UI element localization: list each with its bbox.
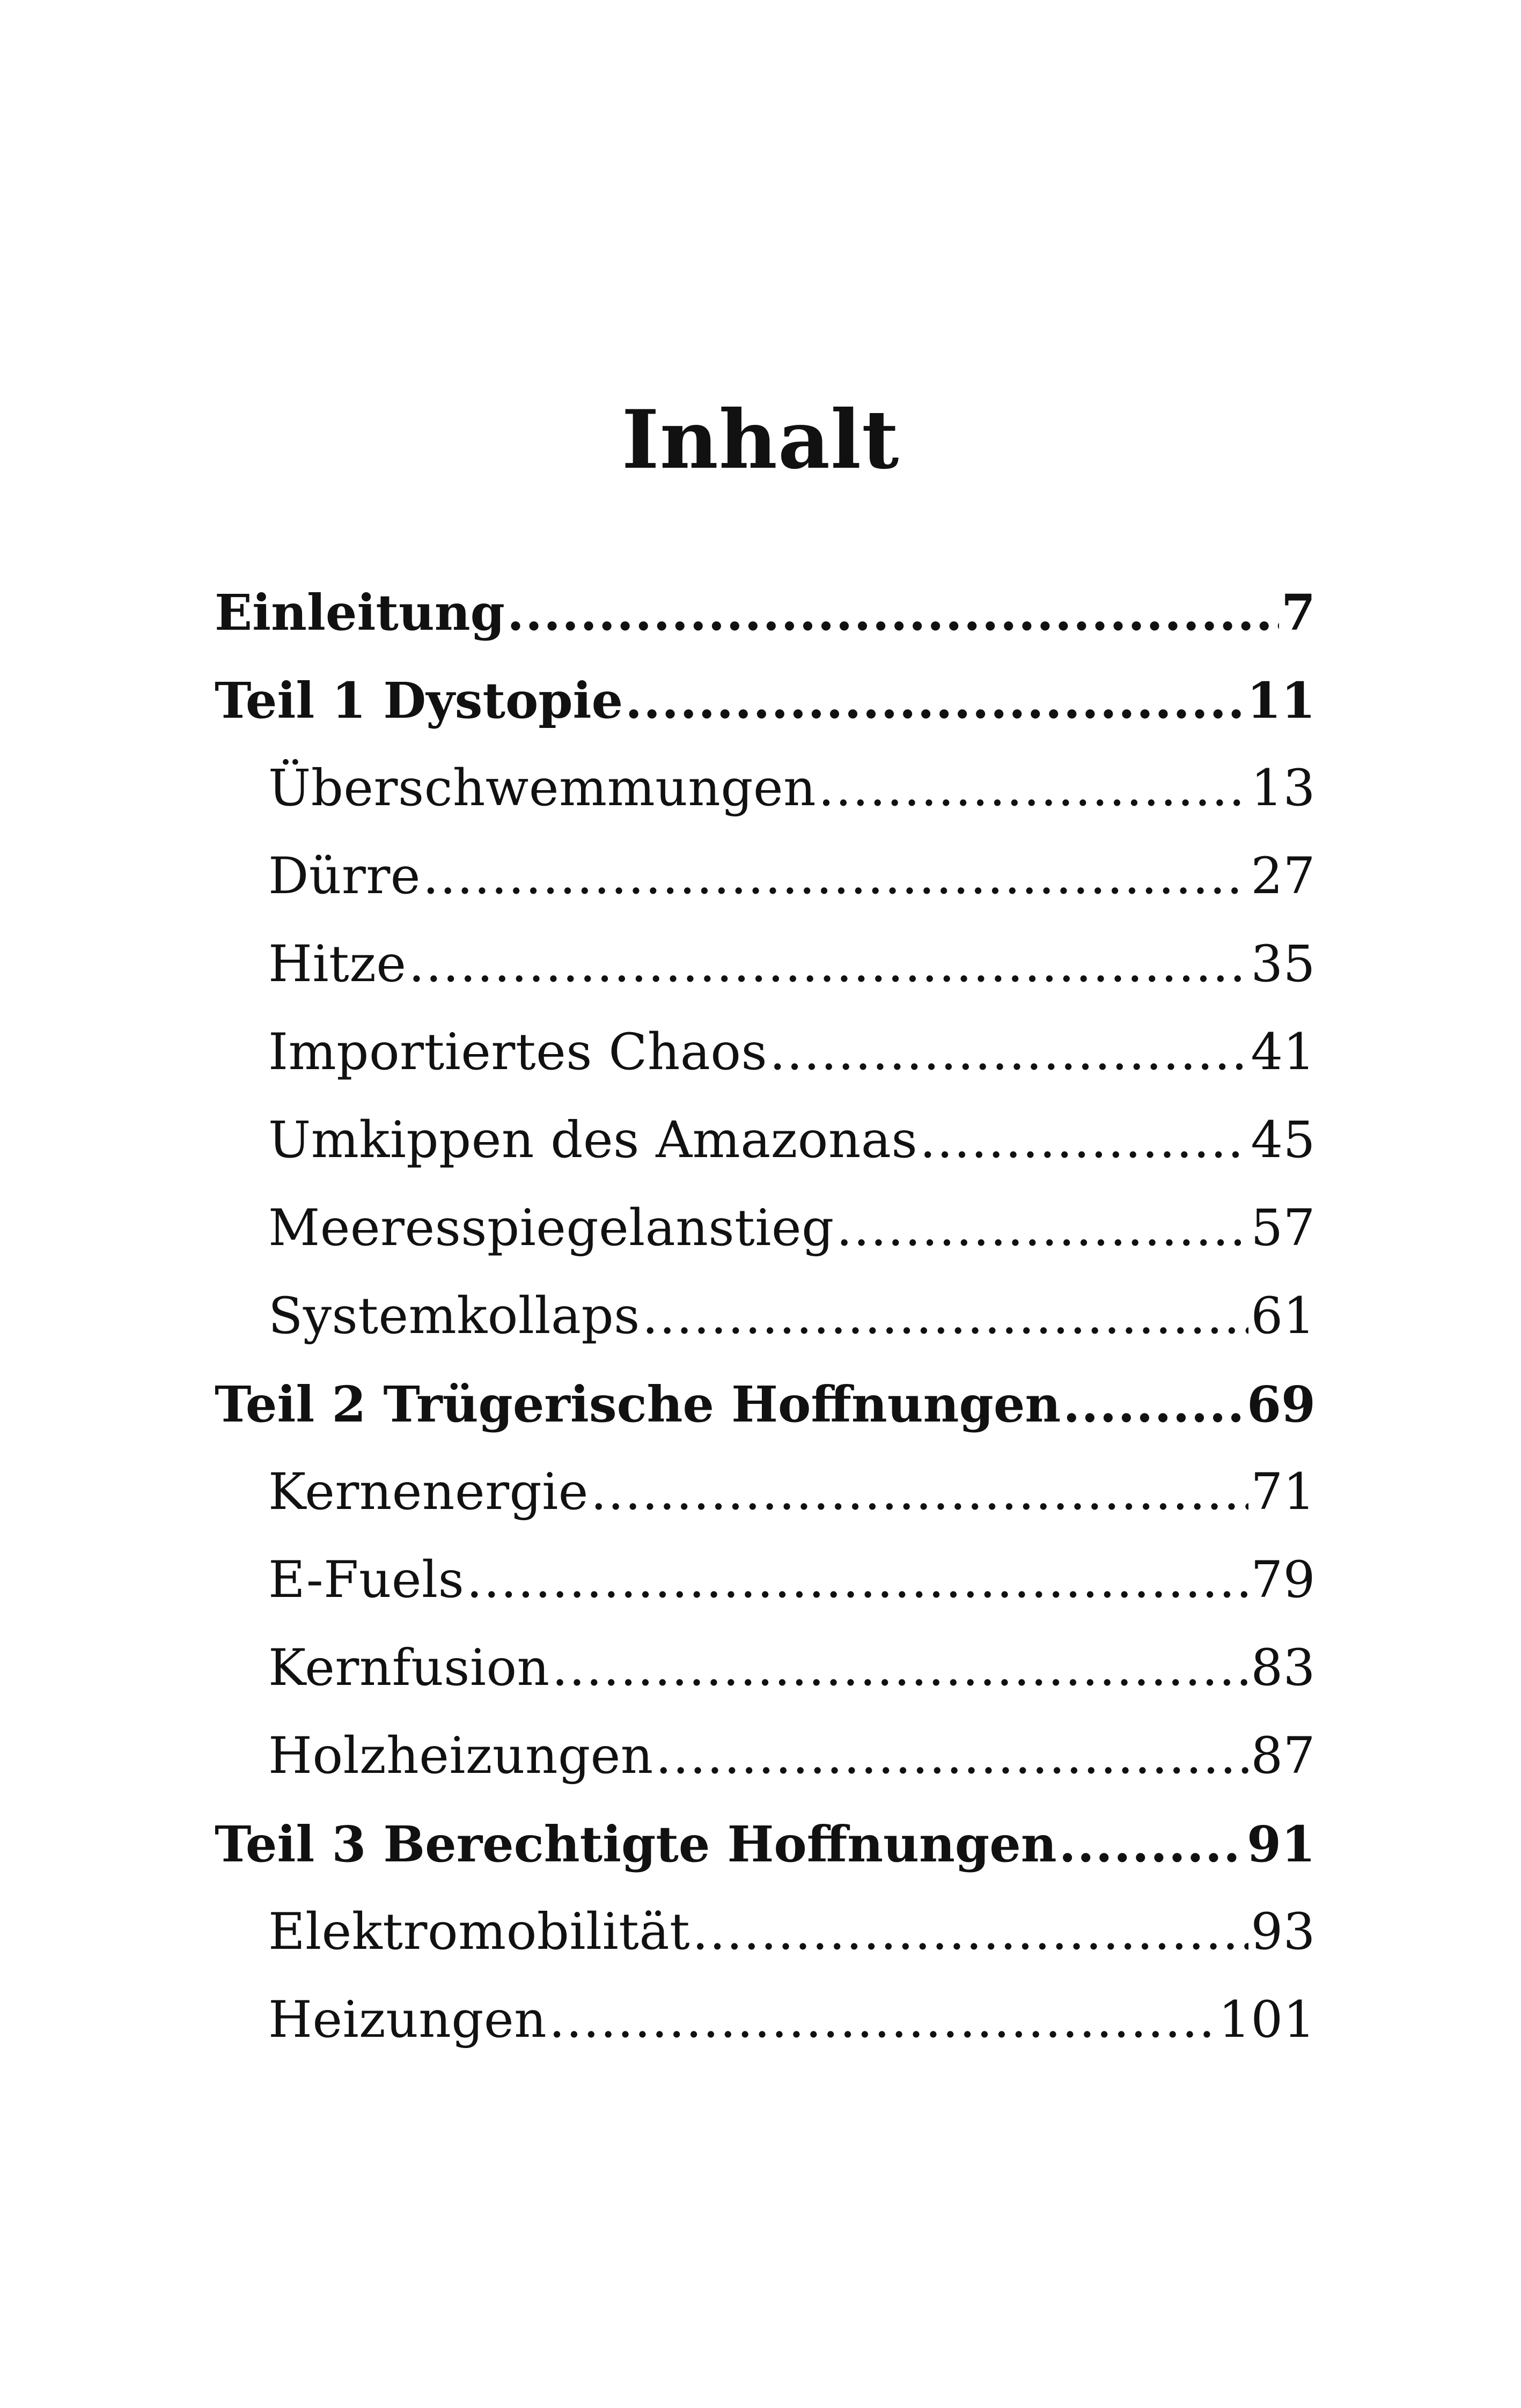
dot-leader	[549, 1976, 1216, 2064]
toc-page-number: 71	[1251, 1463, 1316, 1521]
toc-page-number: 69	[1246, 1375, 1316, 1433]
toc-entry-label: Dürre	[268, 847, 421, 905]
toc-page-number: 13	[1251, 759, 1316, 818]
dot-leader	[591, 1448, 1248, 1536]
toc-entry-kernenergie	[215, 1448, 1316, 1536]
toc-entry-teil-1	[215, 657, 1316, 745]
toc-entry-teil-3	[215, 1800, 1316, 1888]
toc-page-number: 41	[1251, 1023, 1316, 1081]
toc-page-number: 83	[1251, 1639, 1316, 1697]
toc-entry-holzheizungen	[215, 1712, 1316, 1800]
dot-leader	[625, 657, 1245, 745]
toc-page-number: 87	[1251, 1727, 1316, 1785]
toc-entry-meeresspiegelanstieg	[215, 1184, 1316, 1272]
dot-leader	[408, 921, 1248, 1008]
toc-entry-einleitung	[215, 569, 1316, 657]
toc-page-number: 27	[1251, 847, 1316, 905]
toc-entry-ueberschwemmungen	[215, 745, 1316, 833]
dot-leader	[423, 833, 1248, 921]
toc-entry-e-fuels	[215, 1536, 1316, 1624]
toc-entry-label: Systemkollaps	[268, 1287, 640, 1345]
page-title: Inhalt	[621, 393, 900, 487]
toc-entry-hitze	[215, 921, 1316, 1008]
toc-page-number: 61	[1251, 1287, 1316, 1345]
toc-entry-label: Hitze	[268, 935, 407, 993]
dot-leader	[920, 1096, 1248, 1184]
dot-leader	[1063, 1360, 1245, 1448]
toc-entry-teil-2	[215, 1360, 1316, 1448]
toc-entry-label: Meeresspiegelanstieg	[268, 1199, 834, 1257]
dot-leader	[769, 1008, 1248, 1096]
toc-entry-label: Heizungen	[268, 1991, 547, 2049]
toc-entry-label: Kernenergie	[268, 1463, 589, 1521]
toc-entry-kernfusion	[215, 1624, 1316, 1712]
dot-leader	[552, 1624, 1249, 1712]
toc-entry-label: Elektromobilität	[268, 1903, 690, 1961]
dot-leader	[836, 1184, 1249, 1272]
dot-leader	[1059, 1800, 1245, 1888]
dot-leader	[466, 1536, 1248, 1624]
toc-entry-umkippen-des-amazonas	[215, 1096, 1316, 1184]
toc-entry-label: Umkippen des Amazonas	[268, 1111, 918, 1169]
dot-leader	[656, 1712, 1249, 1800]
toc-page-number: 45	[1251, 1111, 1316, 1169]
toc-entry-duerre	[215, 833, 1316, 921]
toc-page-number: 79	[1251, 1551, 1316, 1609]
toc-page-number: 91	[1246, 1815, 1316, 1873]
toc-entry-label: E-Fuels	[268, 1551, 465, 1609]
toc-entry-label: Teil 3 Berechtigte Hoffnungen	[215, 1815, 1057, 1873]
toc-page-number: 11	[1246, 672, 1316, 730]
toc-entry-importiertes-chaos	[215, 1008, 1316, 1096]
toc-entry-systemkollaps	[215, 1272, 1316, 1360]
dot-leader	[507, 569, 1279, 657]
dot-leader	[692, 1888, 1248, 1976]
toc-entry-label: Holzheizungen	[268, 1727, 653, 1785]
toc-entry-label: Teil 1 Dystopie	[215, 672, 623, 730]
table-of-contents	[215, 569, 1316, 2064]
toc-entry-heizungen	[215, 1976, 1316, 2064]
toc-entry-label: Überschwemmungen	[268, 759, 817, 818]
toc-page-number: 93	[1251, 1903, 1316, 1961]
dot-leader	[818, 745, 1248, 833]
toc-entry-label: Kernfusion	[268, 1639, 550, 1697]
toc-page-number: 35	[1251, 935, 1316, 993]
toc-entry-label: Importiertes Chaos	[268, 1023, 768, 1081]
toc-page-number: 57	[1251, 1199, 1316, 1257]
toc-page-number: 101	[1218, 1991, 1316, 2049]
toc-entry-elektromobilitaet	[215, 1888, 1316, 1976]
toc-page-number: 7	[1281, 584, 1316, 642]
toc-entry-label: Teil 2 Trügerische Hoffnungen	[215, 1375, 1061, 1433]
toc-entry-label: Einleitung	[215, 584, 505, 642]
dot-leader	[642, 1272, 1248, 1360]
